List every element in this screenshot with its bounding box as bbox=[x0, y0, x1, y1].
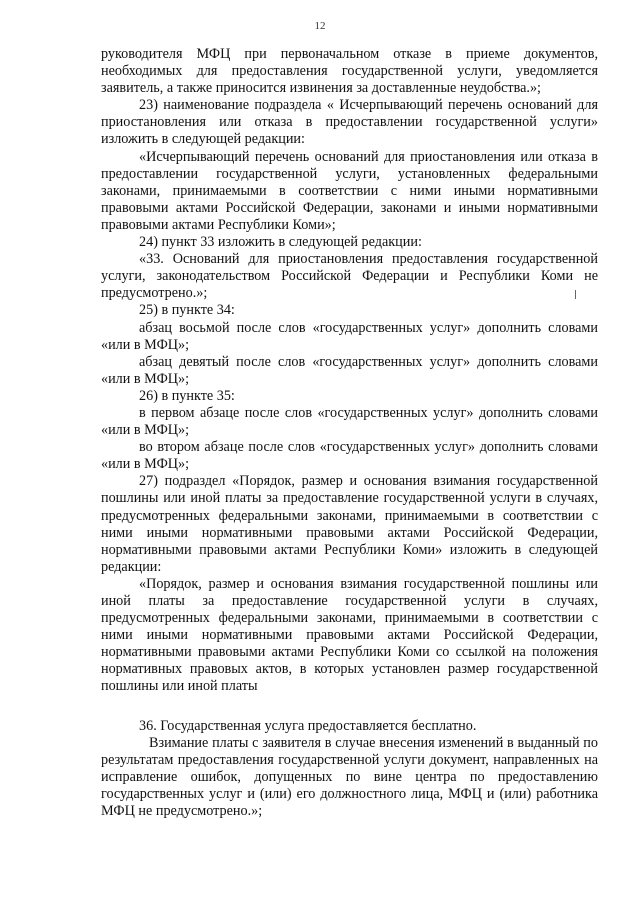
paragraph-item-27: 27) подраздел «Порядок, размер и основания взимания государственной пошлины или иной платы за предоставление государственной услуги в случаях, предусмотренных федеральными законами, принимаемыми в соответствии с ними иными нормативными правовыми актами Российской Федерации, нормативными правовыми актами Республики Коми» изложить в следующей редакции: bbox=[101, 473, 598, 575]
paragraph-item-25: 25) в пункте 34: bbox=[139, 302, 235, 319]
paragraph-quote-24: «33. Оснований для приостановления предоставления государственной услуги, законодательством Российской Федерации и Республики Коми не предусмотрено.»; bbox=[101, 251, 598, 302]
paragraph-26-b: во втором абзаце после слов «государственных услуг» дополнить словами «или в МФЦ»; bbox=[101, 439, 598, 473]
paragraph-36-text: Взимание платы с заявителя в случае внесения изменений в выданный по результатам предоставления государственной услуги документ, направленных на исправление ошибок, допущенных по вине центра по предоставлению государственных услуг и (или) его должностного лица, МФЦ и (или) работника МФЦ не предусмотрено.»; bbox=[101, 734, 598, 820]
paragraph-item-36: 36. Государственная услуга предоставляется бесплатно. bbox=[139, 717, 477, 734]
paragraph-continuation: руководителя МФЦ при первоначальном отказе в приеме документов, необходимых для предоставления государственной услуги, уведомляется заявитель, а также приносится извинения за доставленные неудобства.»; bbox=[101, 46, 598, 97]
paragraph-25-b: абзац девятый после слов «государственных услуг» дополнить словами «или в МФЦ»; bbox=[101, 353, 598, 387]
paragraph-gap bbox=[101, 696, 598, 718]
paragraph-26-a: в первом абзаце после слов «государственных услуг» дополнить словами «или в МФЦ»; bbox=[101, 404, 598, 439]
paragraph-item-26: 26) в пункте 35: bbox=[139, 387, 235, 404]
document-body bbox=[101, 46, 598, 820]
scan-mark bbox=[575, 290, 576, 299]
page-number: 12 bbox=[314, 20, 326, 32]
paragraph-item-24: 24) пункт 33 изложить в следующей редакции: bbox=[139, 234, 422, 251]
paragraph-item-23: 23) наименование подраздела « Исчерпывающий перечень оснований для приостановления или отказа в предоставлении государственной услуги» изложить в следующей редакции: bbox=[101, 97, 598, 148]
paragraph-25-a: абзац восьмой после слов «государственных услуг» дополнить словами «или в МФЦ»; bbox=[101, 319, 598, 353]
paragraph-quote-23: «Исчерпывающий перечень оснований для приостановления или отказа в предоставлении государственной услуги, установленных федеральными законами, принимаемыми в соответствии с ними иными нормативными правовыми актами Российской Федерации, законами и иными нормативными правовыми актами Республики Коми»; bbox=[101, 148, 598, 233]
paragraph-quote-27: «Порядок, размер и основания взимания государственной пошлины или иной платы за предоставление государственной услуги в случаях, предусмотренных федеральными законами, принимаемыми в соответствии с ними иными нормативными правовыми актами Российской Федерации, нормативными правовыми актами Республики Коми со ссылкой на положения нормативных правовых актов, в которых установлен размер государственной пошлины или иной платы bbox=[101, 575, 598, 695]
